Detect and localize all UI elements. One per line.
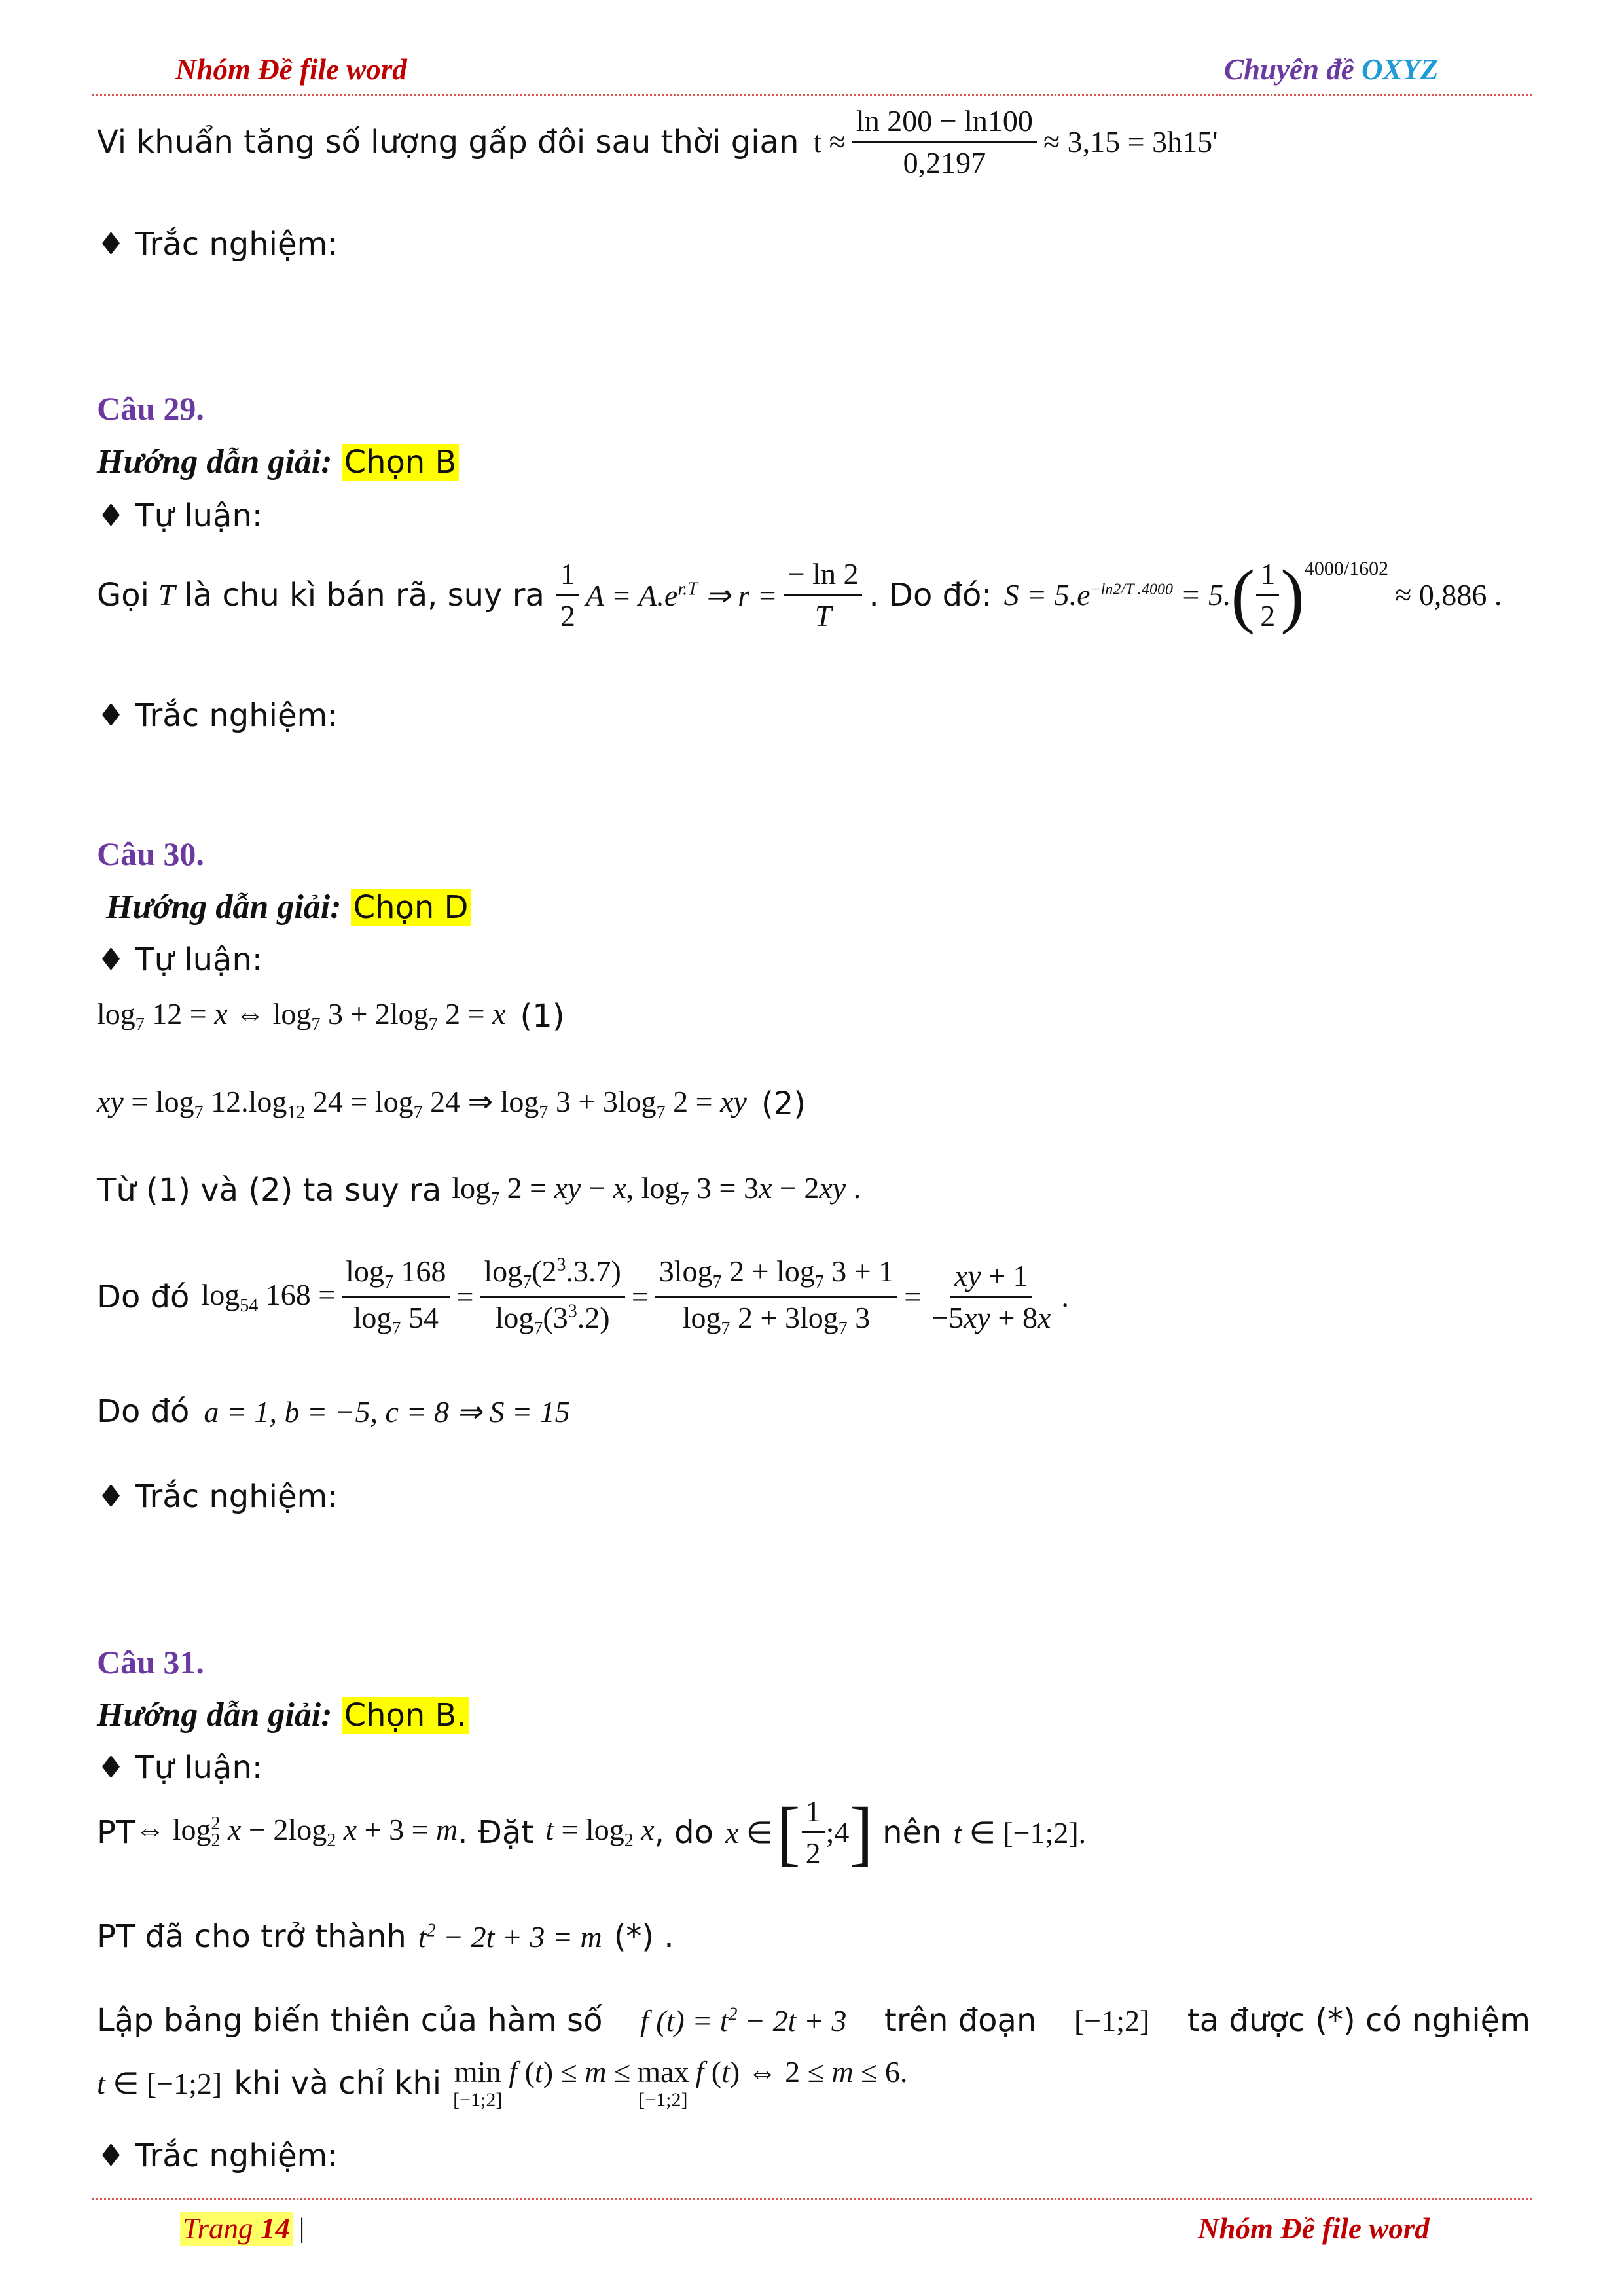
q31-t-range: t ∈ [−1;2]. [953,1815,1087,1850]
q30-l5-text: Do đó [97,1393,190,1430]
q30-line3 [97,1171,861,1210]
q29-exponent: 4000/1602 [1304,557,1389,579]
q31-guide: Hướng dẫn giải: [97,1696,333,1734]
q31-four: ;4 [825,1815,850,1849]
q31-line4 [97,2054,907,2111]
q30-frac1: $\frac{\log_7 168}{\log_7 54}$ [342,1254,450,1339]
q31-l4-b: khi và chỉ khi [234,2064,442,2102]
q29-tl: ♦ Tự luận: [97,498,263,534]
q30-eq-sign3: = [904,1280,922,1314]
q29-title: Câu 29. [97,390,204,427]
footer-left [180,2212,304,2246]
q31-tl: ♦ Tự luận: [97,1749,263,1786]
q30-line2 [97,1084,806,1123]
q29-guide-line [97,443,459,481]
q29-text2: là chu kì bán rã, suy ra [184,576,545,613]
q29-eq1: $A = A.e^{r.T}$ ⇒ r = [585,578,778,612]
q30-eq3: $\log_7 2$ = xy − x, $\log_7 3 = 3x - 2xy$ . [452,1171,861,1210]
q30-l4-text: Do đó [97,1278,190,1315]
footer-divider [92,2198,1532,2200]
q31-half: $\frac{1}{2}$ [802,1794,825,1870]
footer-page-box [180,2212,293,2246]
q30-frac2: $\frac{\log_7(2^3.3.7)}{\log_7(3^3.2)}$ [480,1254,624,1339]
q31-l3-c: ta được (*) có nghiệm [1187,2002,1530,2039]
q31-l3-b: trên đoạn [884,2002,1037,2039]
q30-period: . [1061,1280,1069,1314]
q31-bracket-right: ] [849,1792,874,1872]
top-tail: ≈ 3,15 = 3h15' [1043,125,1218,158]
q30-line5 [97,1393,570,1430]
q30-tl: ♦ Tự luận: [97,941,263,978]
q29-eq2: $S = 5.e^{-ln2/T .4000} = 5$. [1003,578,1231,611]
q31-minmax: min [−1;2] f (t) ≤ m ≤ max [−1;2] f (t) ⇔ 2 ≤ m ≤ 6. [453,2055,908,2111]
header-left: Nhóm Đề file word [175,53,407,86]
top-fraction [852,103,1037,180]
top-line [97,103,1218,180]
q29-guide: Hướng dẫn giải: [97,443,333,481]
q30-eq-sign1: = [456,1280,474,1314]
footer-right: Nhóm Đề file word [1198,2212,1430,2245]
q31-guide-line [97,1696,469,1734]
top-text: Vi khuẩn tăng số lượng gấp đôi sau thời gian [97,123,799,160]
q29-half: $\frac{1}{2}$ [556,556,579,633]
q29-half-2: $\frac{1}{2}$ [1256,556,1279,633]
top-tn: ♦ Trắc nghiệm: [97,226,338,263]
q31-l1-a: PT [97,1813,135,1851]
q29-paren-right: ) [1280,555,1305,635]
q29-T: T [158,578,175,611]
q30-line1 [97,996,565,1036]
q29-r-frac: $\frac{- \ln 2}{T}$ [784,556,863,633]
q31-eq2: $t = \log_2 x$ [545,1813,655,1851]
q29-text1: Gọi [97,576,149,613]
q31-l1-b: . Đặt [458,1813,534,1851]
q29-tn: ♦ Trắc nghiệm: [97,697,338,734]
q30-choice: Chọn D [351,889,471,926]
q29-paren-left: ( [1231,555,1255,635]
q30-frac3: $\frac{3\log_7 2 + \log_7 3 + 1}{\log_7 2 + 3\log_7 3}$ [655,1254,897,1339]
q30-eq2: xy = $\log_7 12.\log_{12}$ $24 = \log_7 24$ ⇒ $\log_7 3 + 3\log_7$ 2 = xy [97,1085,747,1123]
q30-line4 [97,1254,1069,1339]
q31-t-in: t ∈ [−1;2] [97,2066,223,2100]
q30-tn: ♦ Trắc nghiệm: [97,1478,338,1515]
q30-tag1: (1) [520,998,565,1035]
q31-title: Câu 31. [97,1644,204,1681]
header-right-accent: OXYZ [1362,53,1439,86]
q31-choice: Chọn B. [342,1697,469,1734]
q30-log54: $\log_{54} 168$ = [201,1277,336,1316]
q29-choice: Chọn B [342,444,460,481]
q30-l5-math: a = 1, b = −5, c = 8 ⇒ S = 15 [204,1395,570,1429]
q29-text3: . Do đó: [869,576,992,613]
q31-l2-b: (*) . [613,1918,674,1955]
q31-l1-c: , do [654,1813,713,1851]
q29-solution [97,556,1502,633]
q30-guide-line [106,888,471,926]
top-frac-den: 0,2197 [903,146,986,179]
footer-page-number: 14 [260,2212,290,2245]
q31-eq3: $t^2 - 2t + 3 = m$ [418,1920,602,1954]
q31-x-in: x ∈ [725,1815,772,1850]
footer-page-label: Trang [183,2212,253,2245]
q30-title: Câu 30. [97,835,204,872]
header-divider [92,94,1532,96]
q31-l2-a: PT đã cho trở thành [97,1918,406,1955]
header-right-prefix: Chuyên đề [1224,53,1362,86]
q31-eq1: ⇔ $\log_2^2 x - 2\log_2$ x + 3 = m [135,1813,458,1851]
footer-separator: | [298,2214,305,2244]
top-t: t ≈ [813,125,846,158]
q29-result: ≈ 0,886 . [1395,578,1502,611]
q31-line1 [97,1794,1086,1870]
q31-interval: [−1;2] [1074,2003,1150,2037]
q31-line3 [97,2002,1530,2039]
q30-frac4: $\frac{xy + 1}{-5xy + 8x}$ [931,1259,1051,1335]
q30-guide: Hướng dẫn giải: [106,888,342,926]
q30-eq1: $\log_7 12 = x$ ⇔ $\log_7 3 + 2\log_7$ 2 = x [97,997,506,1036]
q31-bracket-left: [ [776,1792,801,1872]
q31-tn: ♦ Trắc nghiệm: [97,2138,338,2174]
q31-line2 [97,1918,674,1955]
top-frac-num: ln 200 − ln100 [852,103,1037,143]
q30-l3-text: Từ (1) và (2) ta suy ra [97,1172,442,1209]
q30-eq-sign2: = [631,1280,649,1314]
q31-l3-a: Lập bảng biến thiên của hàm số [97,2002,603,2039]
q31-func: f $(t) = t^2 - 2t + 3$ [640,2003,847,2037]
q30-tag2: (2) [761,1085,806,1122]
header-right [1224,52,1439,86]
q31-l1-d: nên [882,1813,942,1851]
